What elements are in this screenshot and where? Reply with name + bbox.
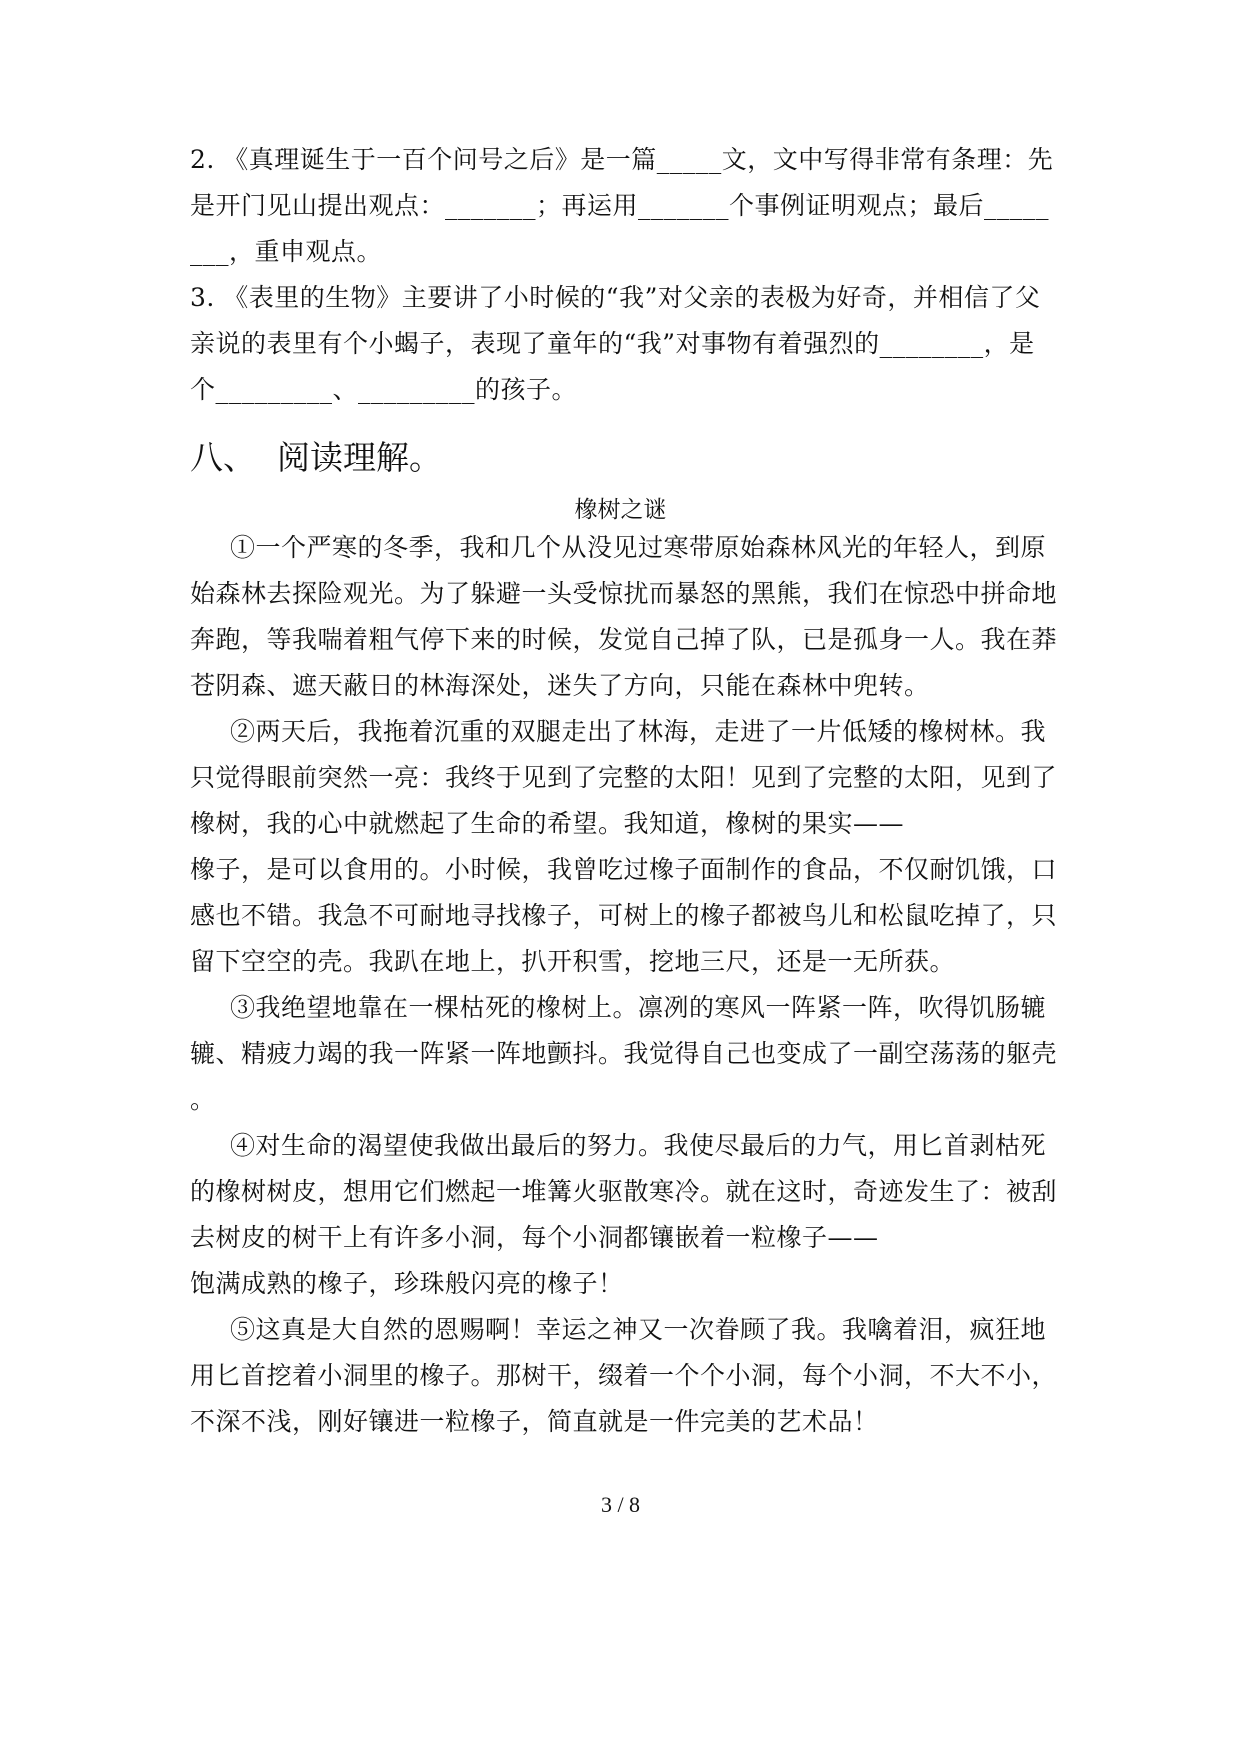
- paragraph-5-line-1: ⑤这真是大自然的恩赐啊！幸运之神又一次眷顾了我。我噙着泪，疯狂地: [230, 1315, 1047, 1344]
- article-title: 橡树之谜: [574, 497, 667, 523]
- paragraph-5-line-3: 不深不浅，刚好镶进一粒橡子，简直就是一件完美的艺术品！: [190, 1407, 879, 1436]
- question-2-line-3: ___，重申观点。: [190, 237, 383, 266]
- paragraph-1-line-4: 苍阴森、遮天蔽日的林海深处，迷失了方向，只能在森林中兜转。: [190, 671, 930, 700]
- question-2-line-2: 是开门见山提出观点：_______；再运用_______个事例证明观点；最后_____: [190, 191, 1050, 220]
- question-3-line-2: 亲说的表里有个小蝎子，表现了童年的“我”对事物有着强烈的________，是: [190, 329, 1035, 358]
- paragraph-2-line-2: 只觉得眼前突然一亮：我终于见到了完整的太阳！见到了完整的太阳，见到了: [190, 763, 1058, 792]
- paragraph-5-line-2: 用匕首挖着小洞里的橡子。那树干，缀着一个个小洞，每个小洞，不大不小，: [190, 1361, 1058, 1390]
- question-3-line-3: 个_________、_________的孩子。: [190, 375, 578, 404]
- paragraph-1-line-2: 始森林去探险观光。为了躲避一头受惊扰而暴怒的黑熊，我们在惊恐中拼命地: [190, 579, 1058, 608]
- paragraph-3-line-1: ③我绝望地靠在一棵枯死的橡树上。凛冽的寒风一阵紧一阵，吹得饥肠辘: [230, 993, 1047, 1022]
- paragraph-1-line-1: ①一个严寒的冬季，我和几个从没见过寒带原始森林风光的年轻人，到原: [230, 533, 1047, 562]
- section-heading: [190, 438, 442, 478]
- paragraph-2-line-1: ②两天后，我拖着沉重的双腿走出了林海，走进了一片低矮的橡树林。我: [230, 717, 1047, 746]
- paragraph-4-line-1: ④对生命的渴望使我做出最后的努力。我使尽最后的力气，用匕首剥枯死: [230, 1131, 1047, 1160]
- section-number: 八、: [190, 438, 256, 477]
- paragraph-4-line-2: 的橡树树皮，想用它们燃起一堆篝火驱散寒冷。就在这时，奇迹发生了：被刮: [190, 1177, 1058, 1206]
- paragraph-3-line-2: 辘、精疲力竭的我一阵紧一阵地颤抖。我觉得自己也变成了一副空荡荡的躯壳: [190, 1039, 1058, 1068]
- paragraph-2-line-3: 橡树，我的心中就燃起了生命的希望。我知道，橡树的果实——: [190, 809, 905, 838]
- paragraph-2-line-6: 留下空空的壳。我趴在地上，扒开积雪，挖地三尺，还是一无所获。: [190, 947, 956, 976]
- paragraph-1-line-3: 奔跑，等我喘着粗气停下来的时候，发觉自己掉了队，已是孤身一人。我在莽: [190, 625, 1058, 654]
- paragraph-4-line-3: 去树皮的树干上有许多小洞，每个小洞都镶嵌着一粒橡子——: [190, 1223, 879, 1252]
- paragraph-4-line-4: 饱满成熟的橡子，珍珠般闪亮的橡子！: [190, 1269, 624, 1298]
- question-2-line-1: 2. 《真理诞生于一百个问号之后》是一篇_____文，文中写得非常有条理：先: [190, 145, 1054, 174]
- paragraph-3-line-3: 。: [190, 1085, 216, 1114]
- paragraph-2-line-5: 感也不错。我急不可耐地寻找橡子，可树上的橡子都被鸟儿和松鼠吃掉了，只: [190, 901, 1058, 930]
- section-title: 阅读理解。: [276, 438, 442, 477]
- page-number: 3 / 8: [600, 1492, 641, 1517]
- question-3-line-1: 3. 《表里的生物》主要讲了小时候的“我”对父亲的表极为好奇，并相信了父: [190, 283, 1041, 312]
- paragraph-2-line-4: 橡子，是可以食用的。小时候，我曾吃过橡子面制作的食品，不仅耐饥饿，口: [190, 855, 1058, 884]
